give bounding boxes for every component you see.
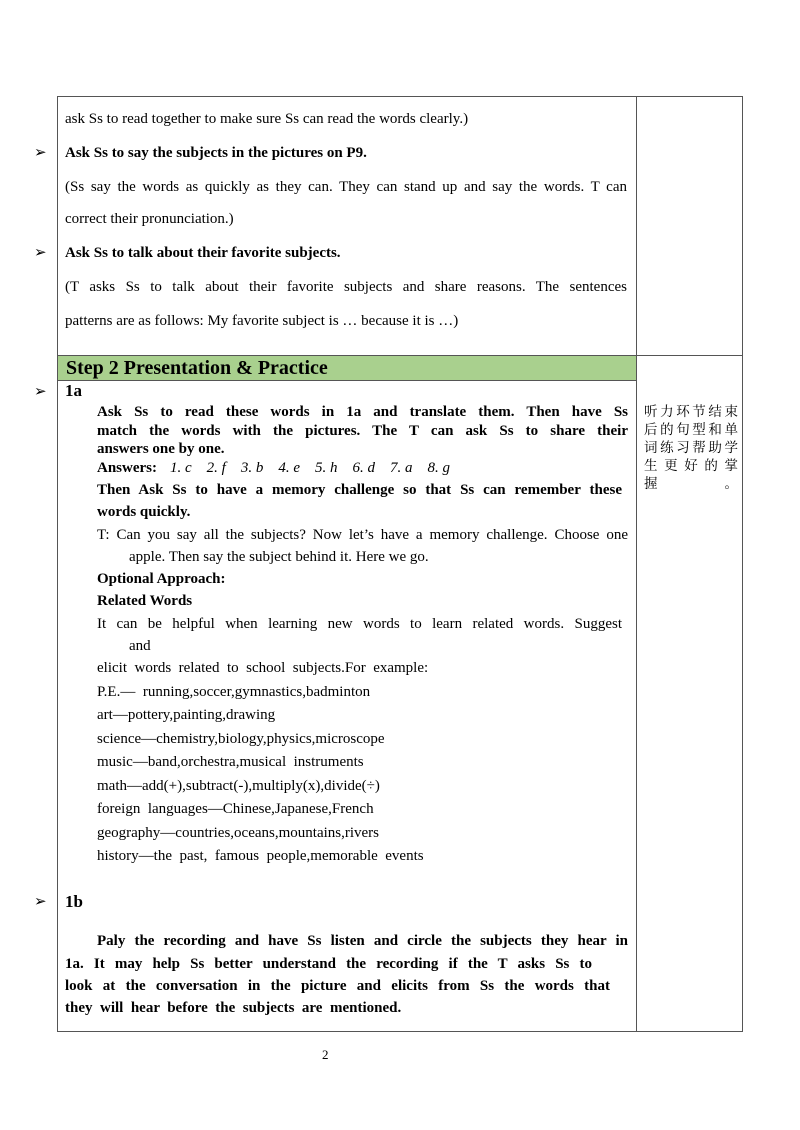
listening-line2: 1a. It may help Ss better understand the recording if the T asks Ss to	[65, 956, 592, 972]
helpful-line1: It can be helpful when learning new words to learn related words. Suggest	[97, 616, 622, 632]
section-1a-heading: 1a	[65, 381, 82, 400]
favorite-para-line2: patterns are as follows: My favorite subject is … because it is …)	[65, 313, 459, 329]
side-note: 听力环节结束后的句型和单词练习帮助学生更好的掌握。	[644, 404, 738, 492]
bullet-favorite: Ask Ss to talk about their favorite subjects.	[65, 245, 341, 261]
section-1b-heading: 1b	[65, 892, 83, 911]
related-word-line: foreign languages—Chinese,Japanese,French	[97, 801, 374, 817]
instruction-line1: Ask Ss to read these words in 1a and translate them. Then have Ss	[97, 404, 628, 420]
answers-label: Answers:	[97, 460, 157, 476]
step-header-bar	[58, 356, 636, 381]
instruction-line2: match the words with the pictures. The T can ask Ss to share their	[97, 423, 628, 439]
intro-line: ask Ss to read together to make sure Ss can read the words clearly.)	[65, 111, 469, 127]
memory-line2: words quickly.	[97, 504, 191, 520]
listening-line1: Paly the recording and have Ss listen and circle the subjects they hear in	[97, 933, 628, 949]
related-word-line: art—pottery,painting,drawing	[97, 707, 276, 723]
related-words: Related Words	[97, 593, 193, 609]
favorite-para-line1: (T asks Ss to talk about their favorite subjects and share reasons. The sentences	[65, 279, 627, 295]
bullet-arrow-icon: ➢	[34, 384, 47, 400]
related-word-line: geography—countries,oceans,mountains,rivers	[97, 825, 380, 841]
listening-line3: look at the conversation in the picture and elicits from Ss the words that	[65, 978, 610, 994]
bullet-arrow-icon: ➢	[34, 145, 47, 161]
subjects-para-line1: (Ss say the words as quickly as they can. They can stand up and say the words. T can	[65, 179, 627, 195]
teacher-say-line1: T: Can you say all the subjects? Now let’s have a memory challenge. Choose one	[97, 527, 628, 543]
teacher-say-line2: apple. Then say the subject behind it. Here we go.	[129, 549, 429, 565]
bullet-arrow-icon: ➢	[34, 245, 47, 261]
related-word-line: music—band,orchestra,musical instruments	[97, 754, 364, 770]
page-number: 2	[322, 1047, 329, 1062]
related-word-line: science—chemistry,biology,physics,microscope	[97, 731, 385, 747]
step-title: Step 2 Presentation & Practice	[66, 357, 328, 379]
helpful-line3: elicit words related to school subjects.For example:	[97, 660, 429, 676]
answers-values: 1. c 2. f 3. b 4. e 5. h 6. d 7. a 8. g	[170, 460, 450, 476]
optional-approach: Optional Approach:	[97, 571, 226, 587]
column-divider	[636, 97, 637, 1031]
memory-line1: Then Ask Ss to have a memory challenge so that Ss can remember these	[97, 482, 622, 498]
bullet-subjects: Ask Ss to say the subjects in the pictures on P9.	[65, 145, 367, 161]
related-word-line: P.E.— running,soccer,gymnastics,badminton	[97, 684, 371, 700]
related-word-line: history—the past, famous people,memorable events	[97, 848, 424, 864]
listening-line4: they will hear before the subjects are mentioned.	[65, 1000, 402, 1016]
bullet-arrow-icon: ➢	[34, 894, 47, 910]
helpful-line2: and	[129, 638, 151, 654]
instruction-line3: answers one by one.	[97, 441, 225, 457]
subjects-para-line2: correct their pronunciation.)	[65, 211, 234, 227]
related-word-line: math—add(+),subtract(-),multiply(x),divide(÷)	[97, 778, 380, 794]
